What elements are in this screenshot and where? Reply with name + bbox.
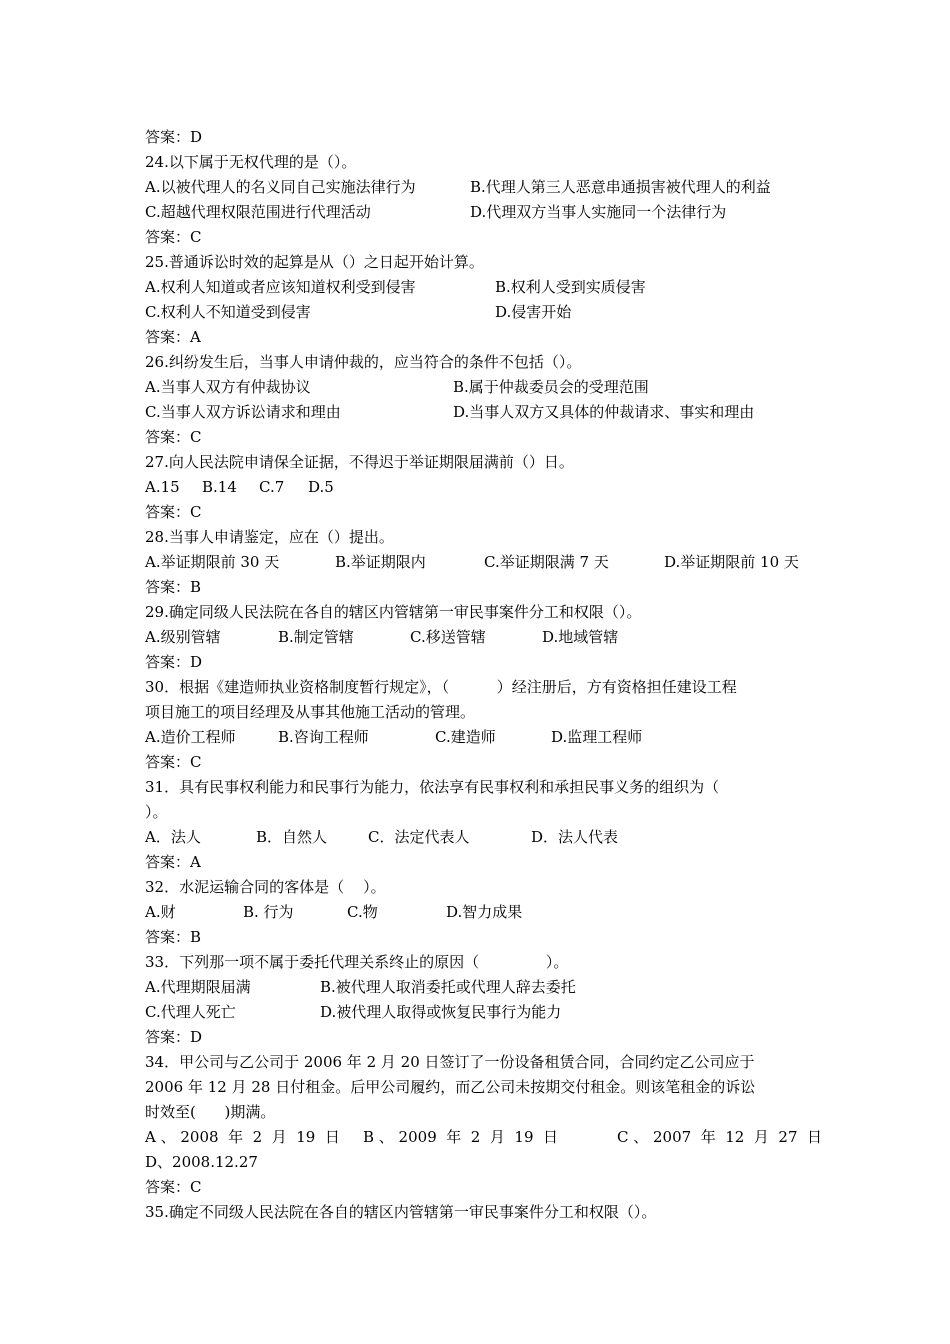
- question-33: 33．下列那一项不属于委托代理关系终止的原因（ ）。: [145, 953, 569, 971]
- option-c: C 、 2007 年 12 月 27 日: [617, 1128, 823, 1146]
- answer-line: 答案：C: [145, 428, 202, 446]
- question-31: 31．具有民事权利能力和民事行为能力，依法享有民事权利和承担民事义务的组织为（: [145, 778, 720, 796]
- option-a: A.级别管辖: [145, 628, 221, 646]
- options-line: [145, 1000, 810, 1025]
- option-d: D．法人代表: [531, 828, 619, 846]
- option-b: B. 行为: [243, 903, 294, 921]
- option-a: A.权利人知道或者应该知道权利受到侵害: [145, 278, 416, 296]
- options-line: [145, 725, 810, 750]
- option-a: A.当事人双方有仲裁协议: [145, 378, 311, 396]
- option-c: C．法定代表人: [368, 828, 470, 846]
- answer-line: 答案：A: [145, 328, 201, 346]
- question-30: 30．根据《建造师执业资格制度暂行规定》，（ ）经注册后，方有资格担任建设工程: [145, 678, 737, 696]
- question-31-continued: ）。: [145, 803, 168, 821]
- options-line: [145, 625, 810, 650]
- option-b: B.14: [202, 478, 237, 496]
- question-29: 29.确定同级人民法院在各自的辖区内管辖第一审民事案件分工和权限（）。: [145, 603, 642, 621]
- option-a: A.代理期限届满: [145, 978, 251, 996]
- option-a: A．法人: [145, 828, 201, 846]
- option-d: D.代理双方当事人实施同一个法律行为: [470, 203, 727, 221]
- question-34-continued: 2006 年 12 月 28 日付租金。后甲公司履约，而乙公司未按期交付租金。则该笔租金的诉讼: [145, 1078, 756, 1096]
- question-28: 28.当事人申请鉴定，应在（）提出。: [145, 528, 394, 546]
- question-34-continued: 时效至( )期满。: [145, 1103, 276, 1121]
- option-a: A 、 2008 年 2 月 19 日: [145, 1128, 340, 1146]
- answer-line: 答案：C: [145, 503, 202, 521]
- option-a: A.15: [145, 478, 180, 496]
- option-b: B.属于仲裁委员会的受理范围: [453, 378, 649, 396]
- option-d: D.智力成果: [446, 903, 523, 921]
- question-25: 25.普通诉讼时效的起算是从（）之日起开始计算。: [145, 253, 484, 271]
- option-b: B 、 2009 年 2 月 19 日: [363, 1128, 559, 1146]
- options-line: [145, 900, 810, 925]
- option-d: D.地域管辖: [542, 628, 619, 646]
- option-b: B.举证期限内: [335, 553, 426, 571]
- answer-line: 答案：C: [145, 753, 202, 771]
- option-d: D.举证期限前 10 天: [664, 553, 799, 571]
- option-c: C.物: [347, 903, 378, 921]
- option-c: C.当事人双方诉讼请求和理由: [145, 403, 341, 421]
- options-line: [145, 375, 810, 400]
- answer-line: 答案：C: [145, 228, 202, 246]
- options-line: [145, 200, 810, 225]
- option-c: C.移送管辖: [410, 628, 486, 646]
- option-d: D.5: [308, 478, 334, 496]
- option-c: C.建造师: [435, 728, 496, 746]
- option-d: D.被代理人取得或恢复民事行为能力: [320, 1003, 562, 1021]
- options-line: [145, 825, 810, 850]
- option-b: B．自然人: [256, 828, 328, 846]
- option-b: B.制定管辖: [278, 628, 354, 646]
- answer-line: 答案：A: [145, 853, 201, 871]
- option-b: B.被代理人取消委托或代理人辞去委托: [320, 978, 576, 996]
- option-b: B.代理人第三人恶意串通损害被代理人的利益: [470, 178, 771, 196]
- question-34: 34．甲公司与乙公司于 2006 年 2 月 20 日签订了一份设备租赁合同，合同约定乙公司应于: [145, 1053, 755, 1071]
- options-line: [145, 175, 810, 200]
- answer-line: 答案：D: [145, 1028, 203, 1046]
- question-24: 24.以下属于无权代理的是（）。: [145, 153, 357, 171]
- option-c: C.超越代理权限范围进行代理活动: [145, 203, 371, 221]
- option-a: A.以被代理人的名义同自己实施法律行为: [145, 178, 416, 196]
- option-d: D.当事人双方又具体的仲裁请求、事实和理由: [453, 403, 755, 421]
- answer-line: 答案：D: [145, 128, 203, 146]
- options-line: [145, 275, 810, 300]
- question-30-continued: 项目施工的项目经理及从事其他施工活动的管理。: [145, 703, 476, 721]
- option-a: A.举证期限前 30 天: [145, 553, 280, 571]
- answer-line: 答案：D: [145, 653, 203, 671]
- options-line: [145, 300, 810, 325]
- options-line: [145, 475, 810, 500]
- options-line: [145, 400, 810, 425]
- question-27: 27.向人民法院申请保全证据，不得迟于举证期限届满前（）日。: [145, 453, 574, 471]
- options-line: [145, 975, 810, 1000]
- option-b: B.权利人受到实质侵害: [495, 278, 646, 296]
- option-a: A.财: [145, 903, 176, 921]
- option-a: A.造价工程师: [145, 728, 236, 746]
- option-d: D.监理工程师: [551, 728, 643, 746]
- option-d: D、2008.12.27: [145, 1153, 258, 1171]
- answer-line: 答案：B: [145, 578, 202, 596]
- option-c: C.权利人不知道受到侵害: [145, 303, 311, 321]
- option-b: B.咨询工程师: [278, 728, 369, 746]
- options-line: [145, 1125, 823, 1150]
- answer-line: 答案：C: [145, 1178, 202, 1196]
- option-c: C.举证期限满 7 天: [484, 553, 609, 571]
- answer-line: 答案：B: [145, 928, 202, 946]
- question-35: 35.确定不同级人民法院在各自的辖区内管辖第一审民事案件分工和权限（）。: [145, 1203, 657, 1221]
- question-26: 26.纠纷发生后，当事人申请仲裁的，应当符合的条件不包括（）。: [145, 353, 582, 371]
- options-line: [145, 550, 810, 575]
- option-c: C.7: [259, 478, 285, 496]
- option-d: D.侵害开始: [495, 303, 572, 321]
- option-c: C.代理人死亡: [145, 1003, 236, 1021]
- question-32: 32．水泥运输合同的客体是（ ）。: [145, 878, 386, 896]
